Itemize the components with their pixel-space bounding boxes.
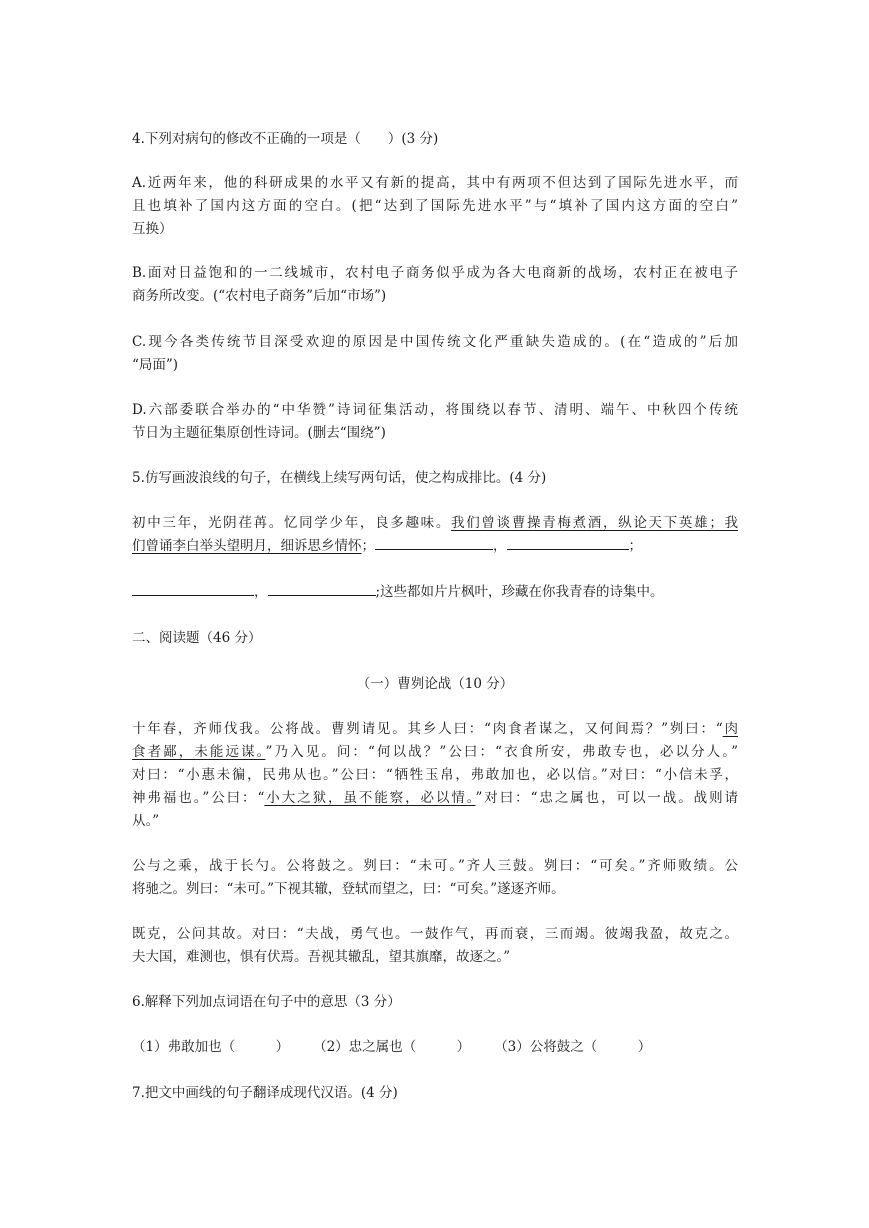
question-5-stem: 5.仿写画波浪线的句子，在横线上续写两句话，使之构成排比。(4 分)	[132, 470, 547, 486]
question-6-stem: 6.解释下列加点词语在句子中的意思（3 分）	[132, 994, 401, 1010]
question-6-item-1: （1）弗敢加也（ ）	[132, 1039, 290, 1055]
question-6-items	[132, 1036, 738, 1059]
answer-blank-4[interactable]	[268, 581, 376, 596]
wavy-underlined-sentence-cont: 们曾诵李白举头望明月，细诉思乡情怀	[132, 538, 362, 554]
wavy-underlined-sentence: 我们曾谈曹操青梅煮酒，纵论天下英雄；我	[451, 515, 739, 531]
section-2-title: 二、阅读题（46 分）	[132, 630, 262, 646]
passage-paragraph-1: 十年春，齐师伐我。公将战。曹刿请见。其乡人曰：“肉食者谋之，又何间焉？”刿曰：“肉 食者鄙，未能远谋。”乃入见。问：“何以战？”公曰：“衣食所安，弗敢专也，必以分人。” 对曰：“小惠未徧，民弗从也。”公曰：“牺牲玉帛，弗敢加也，必以信。”对曰：“小信未孚， 神弗福也。”公曰：“小大之狱，虽不能察，必以情。”对曰：“忠之属也，可以一战。战则请 从。”	[132, 721, 738, 829]
question-4-option-d: D.六部委联合举办的“中华赞”诗词征集活动，将围绕以春节、清明、端午、中秋四个传统 节日为主题征集原创性诗词。(删去“围绕”)	[132, 402, 738, 441]
answer-blank-1[interactable]	[375, 535, 493, 550]
passage-title: （一）曹刿论战（10 分）	[356, 676, 514, 692]
question-5-prompt: 初中三年，光阴荏苒。忆同学少年，良多趣味。我们曾谈曹操青梅煮酒，纵论天下英雄；我 们曾诵李白举头望明月，细诉思乡情怀； ， ；	[132, 515, 739, 554]
question-4-stem: 4.下列对病句的修改不正确的一项是（ ）(3 分)	[132, 131, 439, 147]
question-4-option-c: C.现今各类传统节目深受欢迎的原因是中国传统文化严重缺失造成的。(在“造成的”后加 “局面”)	[132, 334, 738, 373]
underlined-sentence-1: 食者鄙，未能远谋。	[132, 744, 266, 760]
passage-paragraph-2: 公与之乘，战于长勺。公将鼓之。刿曰：“未可。”齐人三鼓。刿曰：“可矣。”齐师败绩。公 将驰之。刿曰：“未可。”下视其辙，登轼而望之，曰：“可矣。”遂逐齐师。	[132, 858, 738, 897]
question-7-stem: 7.把文中画线的句子翻译成现代汉语。(4 分)	[132, 1085, 398, 1101]
answer-blank-2[interactable]	[507, 535, 629, 550]
question-4-option-b: B.面对日益饱和的一二线城市，农村电子商务似乎成为各大电商新的战场，农村正在被电子 商务所改变。(“农村电子商务”后加“市场”)	[132, 265, 738, 304]
question-6-item-2: （2）忠之属也（ ）	[313, 1039, 471, 1055]
question-6-item-3: （3）公将鼓之（ ）	[494, 1039, 652, 1055]
answer-blank-3[interactable]	[132, 581, 254, 596]
question-4-option-a: A.近两年来，他的科研成果的水平又有新的提高，其中有两项不但达到了国际先进水平，而 且也填补了国内这方面的空白。(把“达到了国际先进水平”与“填补了国内这方面的空白” 互换）	[132, 175, 738, 237]
question-5-continuation: ， ;这些都如片片枫叶，珍藏在你我青春的诗集中。	[132, 581, 738, 604]
underlined-sentence-2: 小大之狱，虽不能察，必以情。	[264, 790, 476, 806]
passage-paragraph-3: 既克，公问其故。对曰：“夫战，勇气也。一鼓作气，再而衰，三而竭。彼竭我盈，故克之。 夫大国，难测也，惧有伏焉。吾视其辙乱，望其旗靡，故逐之。”	[132, 926, 738, 965]
